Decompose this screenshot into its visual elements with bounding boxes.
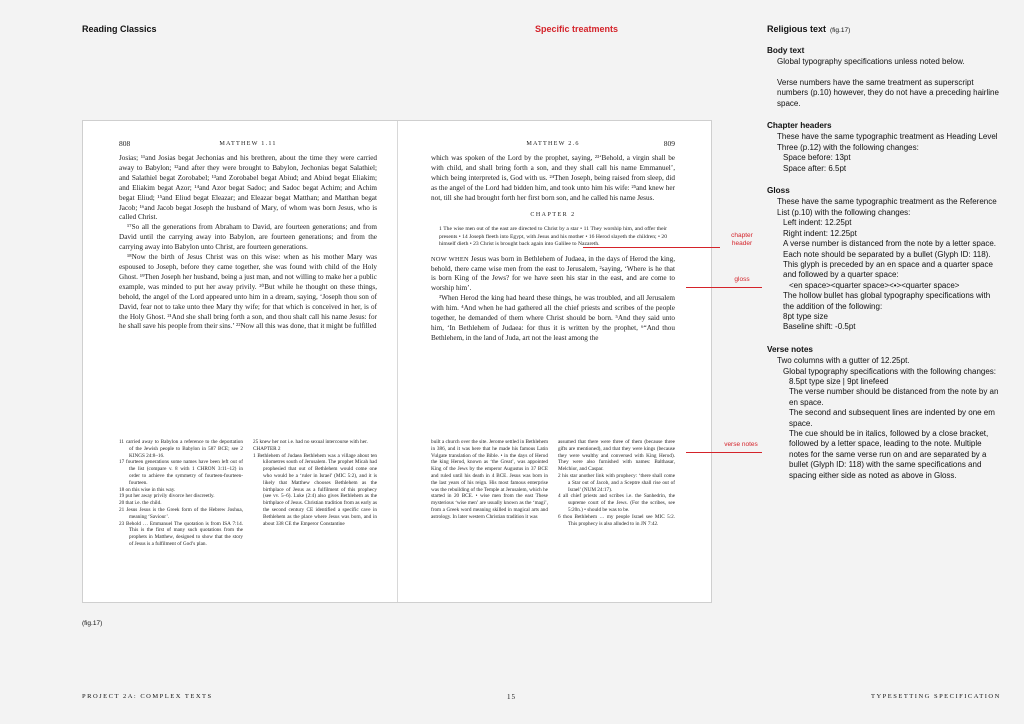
spec-text: Left indent: 12.25pt [783,218,852,228]
gloss-callout-line [686,287,762,288]
spec-text: These have the same typographic treatment as the Reference List (p.10) with the following changes: [777,197,997,217]
verse-note: assumed that there were three of them (because three gifts are mentioned), and that they were kings (because they were wealthy and conversed with King Herod). They were also furnished with names: Balthasar, Melchior, and Caspar. [558,439,675,473]
verse-note: 20 that i.e. the child. [119,500,162,507]
book-spine [397,121,398,602]
chapter-header-callout-line [583,247,720,248]
right-page [431,121,675,602]
right-body-text [431,154,675,344]
notes-column [431,439,548,527]
notes-column [253,439,377,548]
spec-text: Space after: 6.5pt [783,163,847,173]
verse-note: 6 thou Bethlehem … my people Israel see MIC 5:2. This prophecy is also alluded to in JN 7:42. [558,513,675,527]
notes-chapter-label: CHAPTER 2 [253,445,281,452]
spec-fig-ref: (fig.17) [830,27,851,34]
footer-page-number: 15 [507,693,516,701]
verse-note: built a church over the site. Jerome settled in Bethlehem in 386, and it was here that he made his famous Latin Vulgate translation of the Bible. • in the days of Herod the king Herod, known as ‘the Great’, was appointed King of the Jews by the emperor Augustus in 37 BCE and ruled until his death in 4 BCE. Jesus was born in the last years of his reign. His most famous enterprise was the rebuilding of the Temple at Jerusalem, which he started in 20 BCE. • wise men from the east These mysterious ‘wise men’ are usually known as the ‘magi’, from a Greek word meaning skilled in magical arts and astrology. In later western Christian tradition it was [431,439,548,520]
spec-text: The verse number should be distanced from the note by an en space. [789,387,999,407]
left-body-text [119,154,377,332]
annotation-line-1: chapter [731,232,753,239]
spec-text: The cue should be in italics, followed by a close bracket, followed by a letter space, leading to the note. Multiple notes for the same verse run on and are separated by a bullet (Glyph ID: 118) with the same specifications and spacing either side as noted as above in Gloss. [789,429,989,480]
spec-text: The second and subsequent lines are indented by one em space. [789,408,995,428]
spec-text: The hollow bullet has global typography specifications with the addition of the following: [783,291,991,311]
notes-column [558,439,675,527]
notes-column [119,439,243,548]
spec-text: Right indent: 12.25pt [783,228,857,238]
footer-spec: TYPESETTING SPECIFICATION [871,693,1001,700]
figure-label: (fig.17) [82,620,103,627]
spec-text: A verse number is distanced from the note by a letter space. Each note should be separated by a bullet (Glyph ID: 118). This glyph is preceded by an en space and a quarter space and followed by a quarter space: [783,239,996,280]
spec-text: Global typography specifications with the following changes: [783,366,997,376]
spec-text: <en space><quarter space><•><quarter space> [789,280,960,290]
spec-text: These have the same typographic treatment as Heading Level Three (p.12) with the following changes: [777,132,998,152]
spec-text: Space before: 13pt [783,153,851,163]
chapter-header: CHAPTER 2 [530,211,576,218]
right-verse-notes [431,439,675,527]
body-paragraph: Josias; ¹¹and Josias begat Jechonias and his brethren, about the time they were carried away to Babylon; ¹²and after they were brought to Babylon, Jechonias begat Salathiel; and Salathiel begat Zorobabel; ¹³and Zorobabel begat Abiud; and Abiud begat Eliakim; and Eliakim begat Azor; ¹⁴and Azor begat Sadoc; and Sadoc begat Achim; and Achim begat Eliud; ¹⁵and Eliud begat Eleazar; and Eleazar begat Matthan; and Matthan begat Jacob; ¹⁶and Jacob begat Joseph the husband of Mary, of whom was born Jesus, who is called Christ. [119,154,377,222]
spec-heading-verse-notes: Verse notes [767,344,813,354]
spec-text: 8.5pt type size | 9pt linefeed [789,376,889,386]
verse-note: 23 Behold … Emmanuel The quotation is from ISA 7:14. This is the first of many such quotations from the prophets in Matthew, designed to show that the story of Jesus is a fulfilment of God’s plan. [119,520,243,547]
gloss: 1 The wise men out of the east are directed to Christ by a star • 11 They worship him, and offer their presents • 14 Joseph fleeth into Egypt, with Jesus and his mother • 16 Herod slayeth the children; • 20 himself dieth • 23 Christ is brought back again into Galilee to Nazareth. [439,226,667,248]
verse-note: 4 all chief priests and scribes i.e. the Sanhedrin, the supreme court of the Jews. (For the scribes, see 5:20n.) • should be was to be. [558,493,675,513]
spec-title-text: Religious text [767,24,827,34]
verse-note: 18 on this wise in this way. [119,486,176,493]
verse-notes-annotation: verse notes [724,441,758,448]
spec-text: Verse numbers have the same treatment as superscript numbers (p.10) however, they do not have a preceding hairline space. [777,77,999,108]
spec-heading-chapter: Chapter headers [767,121,832,131]
verse-note: 21 Jesus Jesus is the Greek form of the Hebrew Joshua, meaning ‘Saviour’. [119,506,243,520]
spec-text: 8pt type size [783,311,828,321]
verse-notes-callout-line [686,452,762,453]
spec-panel [767,46,999,481]
section-subtitle: Specific treatments [535,24,619,34]
section-title: Reading Classics [82,24,157,34]
footer-project: PROJECT 2A: COMPLEX TEXTS [82,693,213,700]
spec-title [767,24,850,34]
left-page [119,121,377,602]
annotation-line-2: header [731,239,753,247]
body-paragraph: ¹⁷So all the generations from Abraham to David, are fourteen generations; and from David until the carrying away into Babylon, are fourteen generations; and from the carrying away into Babylon unto Christ, are fourteen generations. [119,223,377,252]
verse-note: 1 Bethlehem of Judaea Bethlehem was a village about ten kilometres south of Jerusalem. The prophet Micah had prophesied that out of Bethlehem would come one who would be a ‘ruler in Israel’ (MIC 5:2), and it is likely that Matthew chooses Bethlehem as the birthplace of Jesus as a fulfilment of this prophecy (see vv. 5–6). Luke (2:4) also gives Bethlehem as the birthplace of Jesus. Christian tradition from as early as the second century CE identified a specific cave in Bethlehem as the place where Jesus was born, and in about 338 CE the Emperor Constantine [253,452,377,527]
page-number-left: 808 [119,139,131,148]
body-paragraph: ³When Herod the king had heard these things, he was troubled, and all Jerusalem with him. ⁴And when he had gathered all the chief priests and scribes of the people together, he demanded of them where Christ should be born. ⁵And they said unto him, ‘In Bethlehem of Judaea: for thus it is written by the prophet, ⁶“And thou Bethlehem, in the land of Juda, art not the least among the [431,294,675,342]
chapter-opening-small-caps: NOW WHEN [431,255,469,263]
running-title-right: MATTHEW 2.6 [526,140,580,147]
page-number-right: 809 [663,139,675,148]
book-spread [82,120,712,603]
body-paragraph: which was spoken of the Lord by the prophet, saying, ²³‘Behold, a virgin shall be with child, and shall bring forth a son, and they shall call his name Emmanuel’, which being interpreted is, God with us. ²⁴Then Joseph, being raised from sleep, did as the angel of the Lord had bidden him, and took unto him his wife: ²⁵and knew her not, till she had brought forth her first born son, and he called his name Jesus. [431,154,675,202]
gloss-annotation: gloss [734,276,750,283]
verse-note: 19 put her away privily divorce her discreetly. [119,493,215,500]
verse-note: 25 knew her not i.e. had no sexual intercourse with her. [253,439,368,445]
verse-note: 2 his star another link with prophecy: ‘there shall come a Star out of Jacob, and a Sceptre shall rise out of Israel’ (NUM 24:17). [558,472,675,493]
body-text-span: Jesus was born in Bethlehem of Judaea, in the days of Herod the king, behold, there came wise men from the east to Jerusalem, ²saying, ‘Where is he that is born King of the Jews? for we have seen his star in the east, and are come to worship him’. [431,254,675,293]
spec-heading-body: Body text [767,46,805,55]
running-title-left: MATTHEW 1.11 [219,140,277,147]
left-verse-notes [119,439,377,548]
body-paragraph: ¹⁸Now the birth of Jesus Christ was on this wise: when as his mother Mary was espoused to Joseph, before they came together, she was found with child of the Holy Ghost. ¹⁹Then Joseph her husband, being a just man, and not willing to make her a public example, was minded to put her away privily. ²⁰But while he thought on these things, behold, the angel of the Lord appeared unto him in a dream, saying, ‘Joseph thou son of David, fear not to take unto thee Mary thy wife; for that which is conceived in her, is of the Holy Ghost. ²¹And she shall bring forth a son, and thou shalt call his name Jesus: for he shall save his people from their sins.’ ²²Now all this was done, that it might be fulfilled [119,253,377,331]
spec-text: Two columns with a gutter of 12.25pt. [777,356,910,366]
body-paragraph [431,255,675,295]
spec-text: Baseline shift: -0.5pt [783,322,856,332]
verse-note: 17 fourteen generations some names have been left out of the list (compare v. 8 with 1 CHRON 3:11–12) in order to achieve the symmetry of fourteen-fourteen-fourteen. [119,459,243,486]
spec-text: Global typography specifications unless noted below. [777,57,965,67]
verse-note: 11 carried away to Babylon a reference to the deportation of the Jewish people to Babylon in 587 BCE; see 2 KINGS 24:8–16. [119,439,243,459]
spec-heading-gloss: Gloss [767,186,790,196]
chapter-header-annotation [722,232,762,247]
